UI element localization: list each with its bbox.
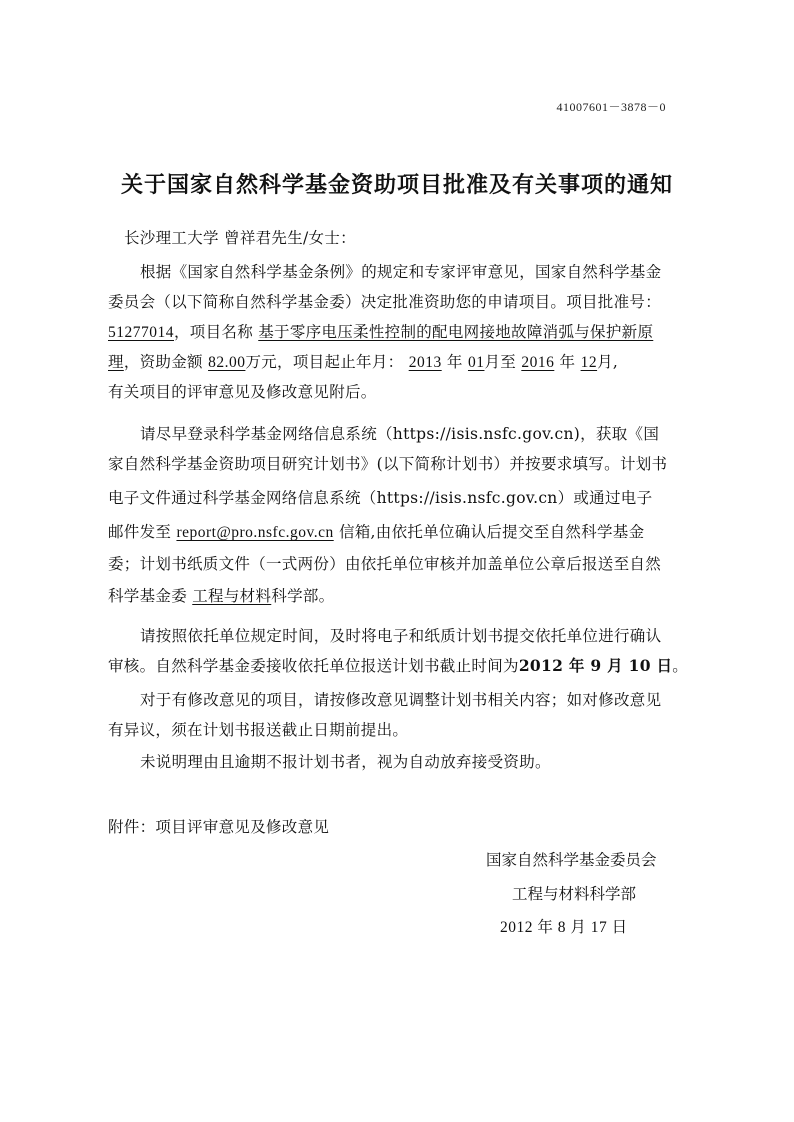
- signature-date: 2012 年 8 月 17 日: [500, 919, 628, 936]
- email-suffix: 信箱,由依托单位确认后提交至自然科学基金: [338, 523, 645, 541]
- end-year: 2016: [521, 354, 555, 371]
- email-prefix: 邮件发至: [108, 523, 172, 541]
- dept-suffix: 科学部。: [271, 587, 335, 605]
- p3-line2: [108, 656, 688, 676]
- end-month: 12: [580, 354, 598, 371]
- signature-dept: 工程与材料科学部: [512, 885, 637, 903]
- salutation: 长沙理工大学 曾祥君先生/女士：: [124, 229, 356, 247]
- email-address[interactable]: report@pro.nsfc.gov.cn: [176, 524, 334, 541]
- department-name: 工程与材料: [192, 587, 272, 605]
- dept-prefix: 科学基金委: [108, 587, 188, 605]
- p4-line2: 有异议，须在计划书报送截止日期前提出。: [108, 721, 409, 739]
- start-year: 2013: [408, 354, 442, 371]
- attachment-note: 附件：项目评审意见及修改意见: [108, 818, 330, 836]
- deadline-prefix: 审核。自然科学基金委接收依托单位报送计划书截止时间为: [108, 657, 519, 675]
- project-name-label: ，项目名称: [174, 323, 254, 341]
- project-number: 51277014: [108, 324, 174, 341]
- p1-line3: [108, 322, 653, 343]
- p2-line1: 请尽早登录科学基金网络信息系统（https://isis.nsfc.gov.cn)，获取《国: [140, 425, 660, 443]
- deadline-date: 2012 年 9 月 10 日: [518, 656, 673, 675]
- p1-line4: [108, 352, 618, 373]
- page-title: 关于国家自然科学基金资助项目批准及有关事项的通知: [120, 172, 673, 198]
- deadline-suffix: 。: [672, 657, 689, 675]
- p1-line2: 委员会（以下简称自然科学基金委）决定批准资助您的申请项目。项目批准号：: [108, 293, 662, 311]
- project-name-end: 理: [108, 353, 124, 371]
- amount-unit: 万元，项目起止年月：: [245, 353, 404, 371]
- p2-line4: [108, 522, 644, 543]
- start-month: 01: [467, 354, 485, 371]
- p1-line5: 有关项目的评审意见及修改意见附后。: [108, 383, 377, 401]
- p4-line1: 对于有修改意见的项目，请按修改意见调整计划书相关内容；如对修改意见: [140, 691, 662, 709]
- p2-line2: 家自然科学基金资助项目研究计划书》(以下简称计划书）并按要求填写。计划书: [108, 455, 668, 473]
- year-word-2: 年: [559, 353, 576, 371]
- funding-amount: 82.00: [208, 354, 246, 371]
- document-number: 41007601－3878－0: [556, 100, 666, 114]
- amount-label: ，资助金额: [123, 353, 203, 371]
- p1-line1: 根据《国家自然科学基金条例》的规定和专家评审意见，国家自然科学基金: [140, 263, 662, 281]
- p2-line5: 委；计划书纸质文件（一式两份）由依托单位审核并加盖单位公章后报送至自然: [108, 555, 662, 573]
- p3-line1: 请按照依托单位规定时间，及时将电子和纸质计划书提交依托单位进行确认: [140, 627, 662, 645]
- p2-line3: 电子文件通过科学基金网络信息系统（https://isis.nsfc.gov.cn）或通过电子: [108, 489, 653, 507]
- month-to: 月至: [484, 353, 517, 371]
- signature-org: 国家自然科学基金委员会: [486, 851, 657, 869]
- p2-line6: [108, 586, 334, 606]
- year-word: 年: [446, 353, 463, 371]
- project-name: 基于零序电压柔性控制的配电网接地故障消弧与保护新原: [258, 323, 654, 341]
- month-end: 月,: [597, 353, 619, 371]
- p5-line: 未说明理由且逾期不报计划书者，视为自动放弃接受资助。: [140, 753, 551, 771]
